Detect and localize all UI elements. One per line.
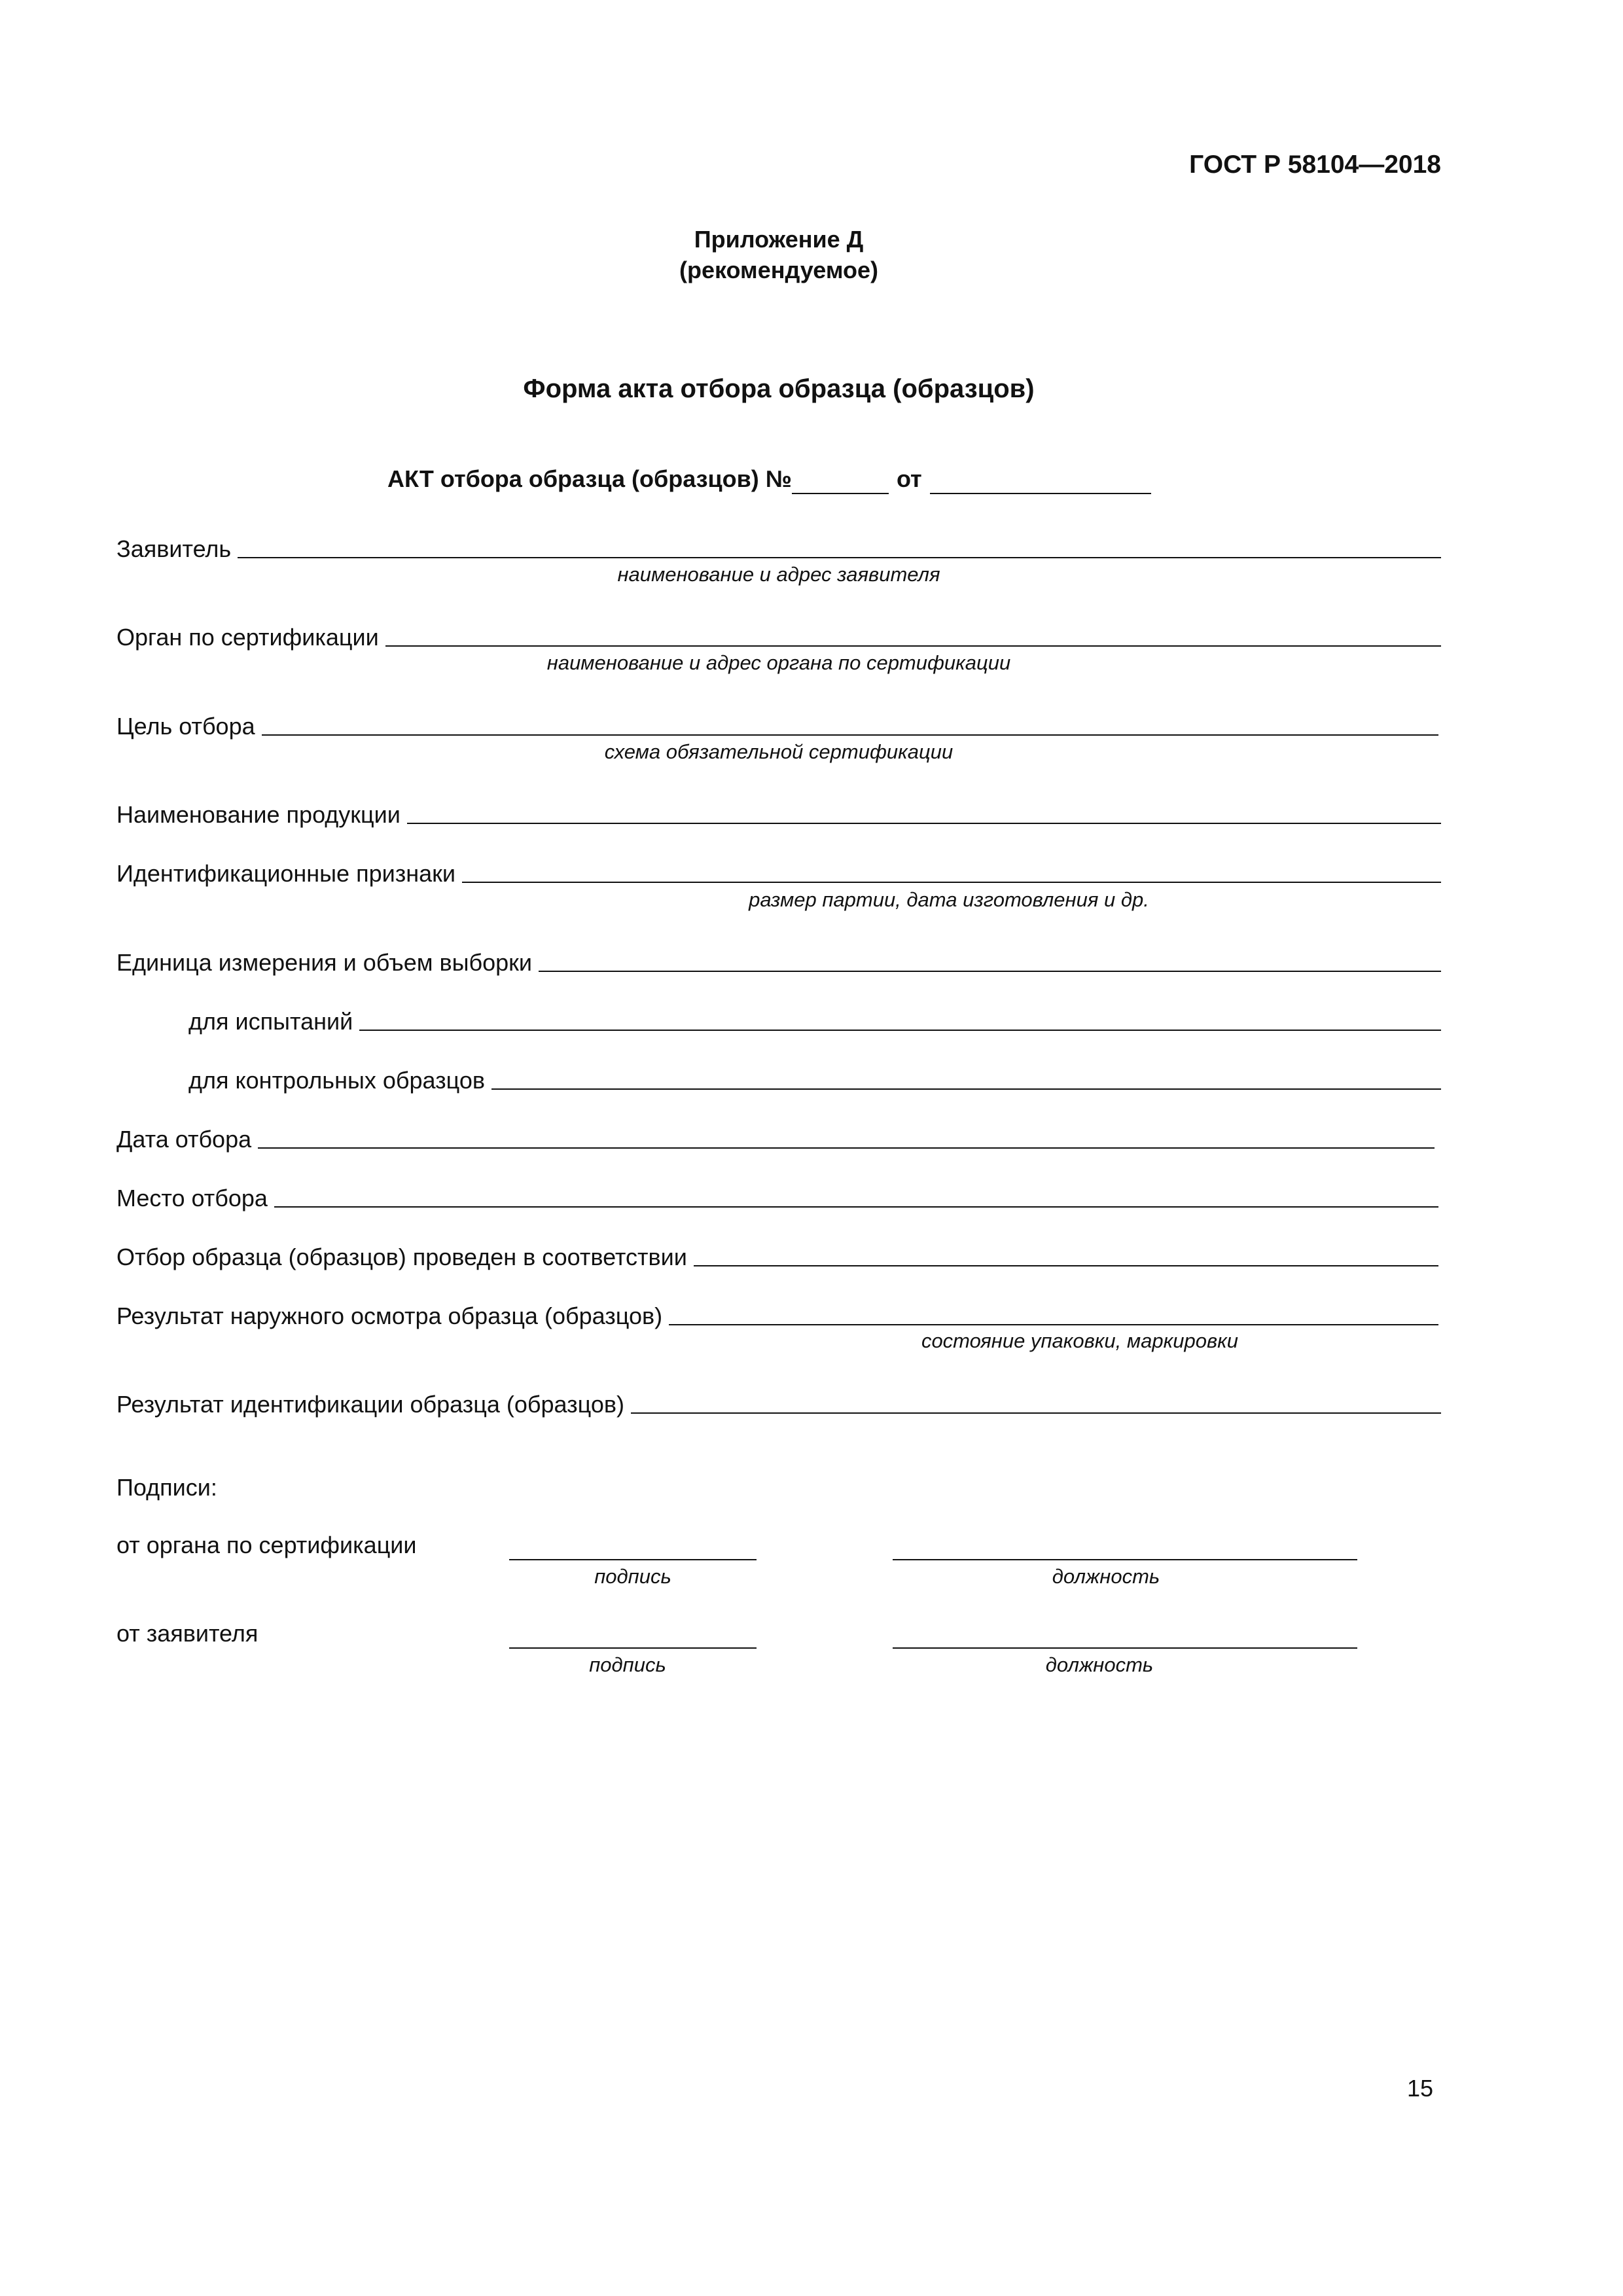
position-hint: должность — [1052, 1565, 1160, 1588]
field-input-line[interactable] — [359, 1030, 1441, 1031]
field-input-line[interactable] — [491, 1088, 1441, 1090]
signature-hint: подпись — [589, 1653, 666, 1676]
field-input-line[interactable] — [462, 882, 1441, 883]
act-title — [387, 465, 1151, 493]
field-visual-inspection-result — [116, 1295, 1438, 1328]
field-input-line[interactable] — [274, 1206, 1438, 1208]
field-input-line[interactable] — [669, 1324, 1438, 1325]
act-date-blank[interactable] — [930, 493, 1151, 494]
field-label: Орган по сертификации — [116, 624, 379, 651]
signature-hint: подпись — [594, 1565, 671, 1588]
field-label: Наименование продукции — [116, 801, 401, 828]
act-number-blank[interactable] — [792, 493, 889, 494]
signature-line[interactable] — [509, 1559, 757, 1560]
field-label: Идентификационные признаки — [116, 860, 455, 887]
field-sampling-purpose — [116, 706, 1438, 738]
position-line[interactable] — [893, 1647, 1357, 1649]
field-label: Результат наружного осмотра образца (образцов) — [116, 1302, 663, 1329]
signature-line[interactable] — [509, 1647, 757, 1649]
field-input-line[interactable] — [258, 1147, 1435, 1149]
field-unit-and-sample-volume — [116, 942, 1441, 975]
appendix-title: Приложение Д — [694, 226, 864, 253]
act-title-from: от — [896, 465, 922, 492]
field-hint: состояние упаковки, маркировки — [921, 1329, 1239, 1352]
field-hint: схема обязательной сертификации — [604, 740, 954, 763]
field-label: Результат идентификации образца (образцов) — [116, 1391, 625, 1418]
document-code: ГОСТ Р 58104—2018 — [1189, 151, 1441, 179]
field-product-name — [116, 794, 1441, 827]
field-identification-result — [116, 1384, 1441, 1416]
field-label: Цель отбора — [116, 713, 255, 740]
form-title: Форма акта отбора образца (образцов) — [523, 374, 1035, 403]
signatures-heading: Подписи: — [116, 1474, 217, 1501]
field-label: Дата отбора — [116, 1126, 252, 1153]
field-hint: наименование и адрес заявителя — [617, 563, 940, 586]
field-sampling-conducted-per — [116, 1236, 1438, 1269]
signature-label-certification-body: от органа по сертификации — [116, 1532, 417, 1558]
field-hint: наименование и адрес органа по сертификации — [546, 651, 1011, 674]
field-label: Место отбора — [116, 1185, 268, 1211]
signature-label-applicant: от заявителя — [116, 1620, 259, 1647]
field-label: Заявитель — [116, 535, 232, 562]
field-hint: размер партии, дата изготовления и др. — [749, 888, 1149, 911]
field-sampling-date — [116, 1119, 1435, 1151]
field-sampling-place — [116, 1177, 1438, 1210]
field-for-testing — [188, 1001, 1441, 1033]
page-number: 15 — [1406, 2075, 1433, 2102]
field-label: Единица измерения и объем выборки — [116, 949, 533, 976]
position-hint: должность — [1045, 1653, 1154, 1676]
field-input-line[interactable] — [238, 557, 1441, 558]
field-identification-features — [116, 853, 1441, 886]
appendix-note: (рекомендуемое) — [679, 257, 878, 283]
field-applicant — [116, 528, 1441, 561]
field-label: для контрольных образцов — [188, 1067, 485, 1094]
field-input-line[interactable] — [262, 734, 1438, 736]
field-input-line[interactable] — [694, 1265, 1438, 1266]
field-label: Отбор образца (образцов) проведен в соответствии — [116, 1244, 687, 1270]
field-input-line[interactable] — [539, 971, 1441, 972]
field-label: для испытаний — [188, 1008, 353, 1035]
field-input-line[interactable] — [385, 645, 1441, 647]
field-input-line[interactable] — [407, 823, 1441, 824]
field-for-control-samples — [188, 1060, 1441, 1092]
field-certification-body — [116, 617, 1441, 649]
position-line[interactable] — [893, 1559, 1357, 1560]
field-input-line[interactable] — [631, 1412, 1441, 1414]
act-title-prefix: АКТ отбора образца (образцов) № — [387, 465, 792, 492]
